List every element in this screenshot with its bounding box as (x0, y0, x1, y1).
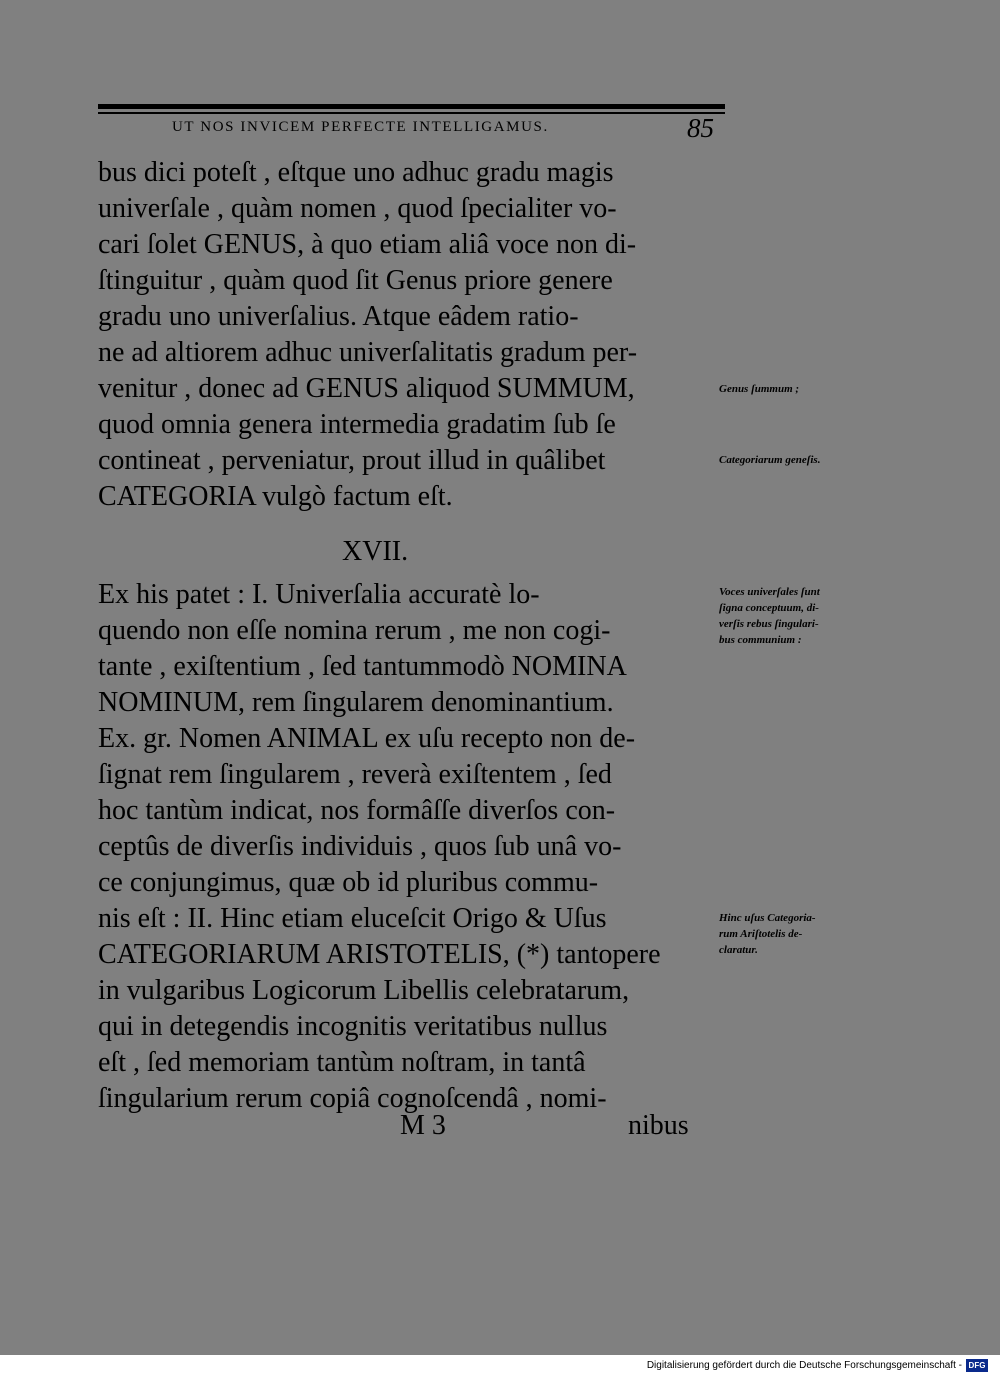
section-line: Ex. gr. Nomen ANIMAL ex uſu recepto non de- (98, 723, 636, 754)
margin-note-line: verſis rebus ſingulari- (719, 618, 819, 630)
catchword: nibus (628, 1110, 689, 1141)
section-line: ſingularium rerum copiâ cognoſcendâ , nomi- (98, 1083, 607, 1114)
margin-note-line: ſigna conceptuum, di- (719, 602, 819, 614)
section-line: in vulgaribus Logicorum Libellis celebratarum, (98, 975, 630, 1006)
margin-note-genus-summum (719, 381, 939, 397)
digitization-credit: Digitalisierung gefördert durch die Deutsche Forschungsgemeinschaft - (646, 1360, 962, 1371)
page-number: 85 (687, 113, 714, 143)
section-line: quendo non eſſe nomina rerum , me non cogi- (98, 615, 611, 646)
margin-note-line: rum Ariſtotelis de- (719, 928, 803, 940)
margin-note-line: Voces univerſales ſunt (719, 586, 820, 598)
signature-mark: M 3 (400, 1110, 446, 1141)
section-line: hoc tantùm indicat, nos formâſſe diverſos con- (98, 795, 616, 826)
running-title: UT NOS INVICEM PERFECTE INTELLIGAMUS. (172, 119, 549, 135)
margin-note-voces-universales (719, 584, 939, 648)
section-line: ce conjungimus, quæ ob id pluribus commu- (98, 867, 599, 898)
section-line: qui in detegendis incognitis veritatibus nullus (98, 1011, 608, 1042)
section-line: CATEGORIARUM ARISTOTELIS, (*) tantopere (98, 939, 661, 970)
margin-note-line: bus communium : (719, 634, 802, 646)
margin-note-line: Categoriarum geneſis. (719, 454, 821, 466)
body-line: gradu uno univerſalius. Atque eâdem ratio- (98, 301, 579, 332)
margin-note-categoriarum-genesis (719, 452, 939, 468)
header-rule-thin (98, 112, 725, 114)
dfg-logo: DFG (966, 1359, 988, 1372)
section-line: tante , exiſtentium , ſed tantummodò NOMINA (98, 651, 627, 682)
body-line: contineat , perveniatur, prout illud in quâlibet (98, 445, 606, 476)
section-line: nis eſt : II. Hinc etiam eluceſcit Origo & Uſus (98, 903, 607, 934)
body-line: univerſale , quàm nomen , quod ſpecialiter vo- (98, 193, 617, 224)
section-number: XVII. (342, 536, 409, 567)
section-line: eſt , ſed memoriam tantùm noſtram, in tantâ (98, 1047, 586, 1078)
body-line: quod omnia genera intermedia gradatim ſub ſe (98, 409, 616, 440)
body-line: ſtinguitur , quàm quod ſit Genus priore genere (98, 265, 613, 296)
body-line: venitur , donec ad GENUS aliquod SUMMUM, (98, 373, 635, 404)
body-line: CATEGORIA vulgò factum eſt. (98, 481, 453, 512)
section-line: Ex his patet : I. Univerſalia accuratè lo- (98, 579, 540, 610)
running-header (172, 113, 732, 145)
margin-note-line: claratur. (719, 944, 758, 956)
margin-note-hinc-usus (719, 910, 939, 958)
body-line: cari ſolet GENUS, à quo etiam aliâ voce non di- (98, 229, 637, 260)
margin-note-line: Genus ſummum ; (719, 383, 800, 395)
margin-note-line: Hinc uſus Categoria- (719, 912, 816, 924)
section-line: ceptûs de diverſis individuis , quos ſub unâ vo- (98, 831, 622, 862)
body-line: bus dici poteſt , eſtque uno adhuc gradu magis (98, 157, 614, 188)
section-line: NOMINUM, rem ſingularem denominantium. (98, 687, 614, 718)
header-rule-top (98, 104, 725, 109)
section-line: ſignat rem ſingularem , reverà exiſtentem , ſed (98, 759, 612, 790)
body-line: ne ad altiorem adhuc univerſalitatis gradum per- (98, 337, 638, 368)
